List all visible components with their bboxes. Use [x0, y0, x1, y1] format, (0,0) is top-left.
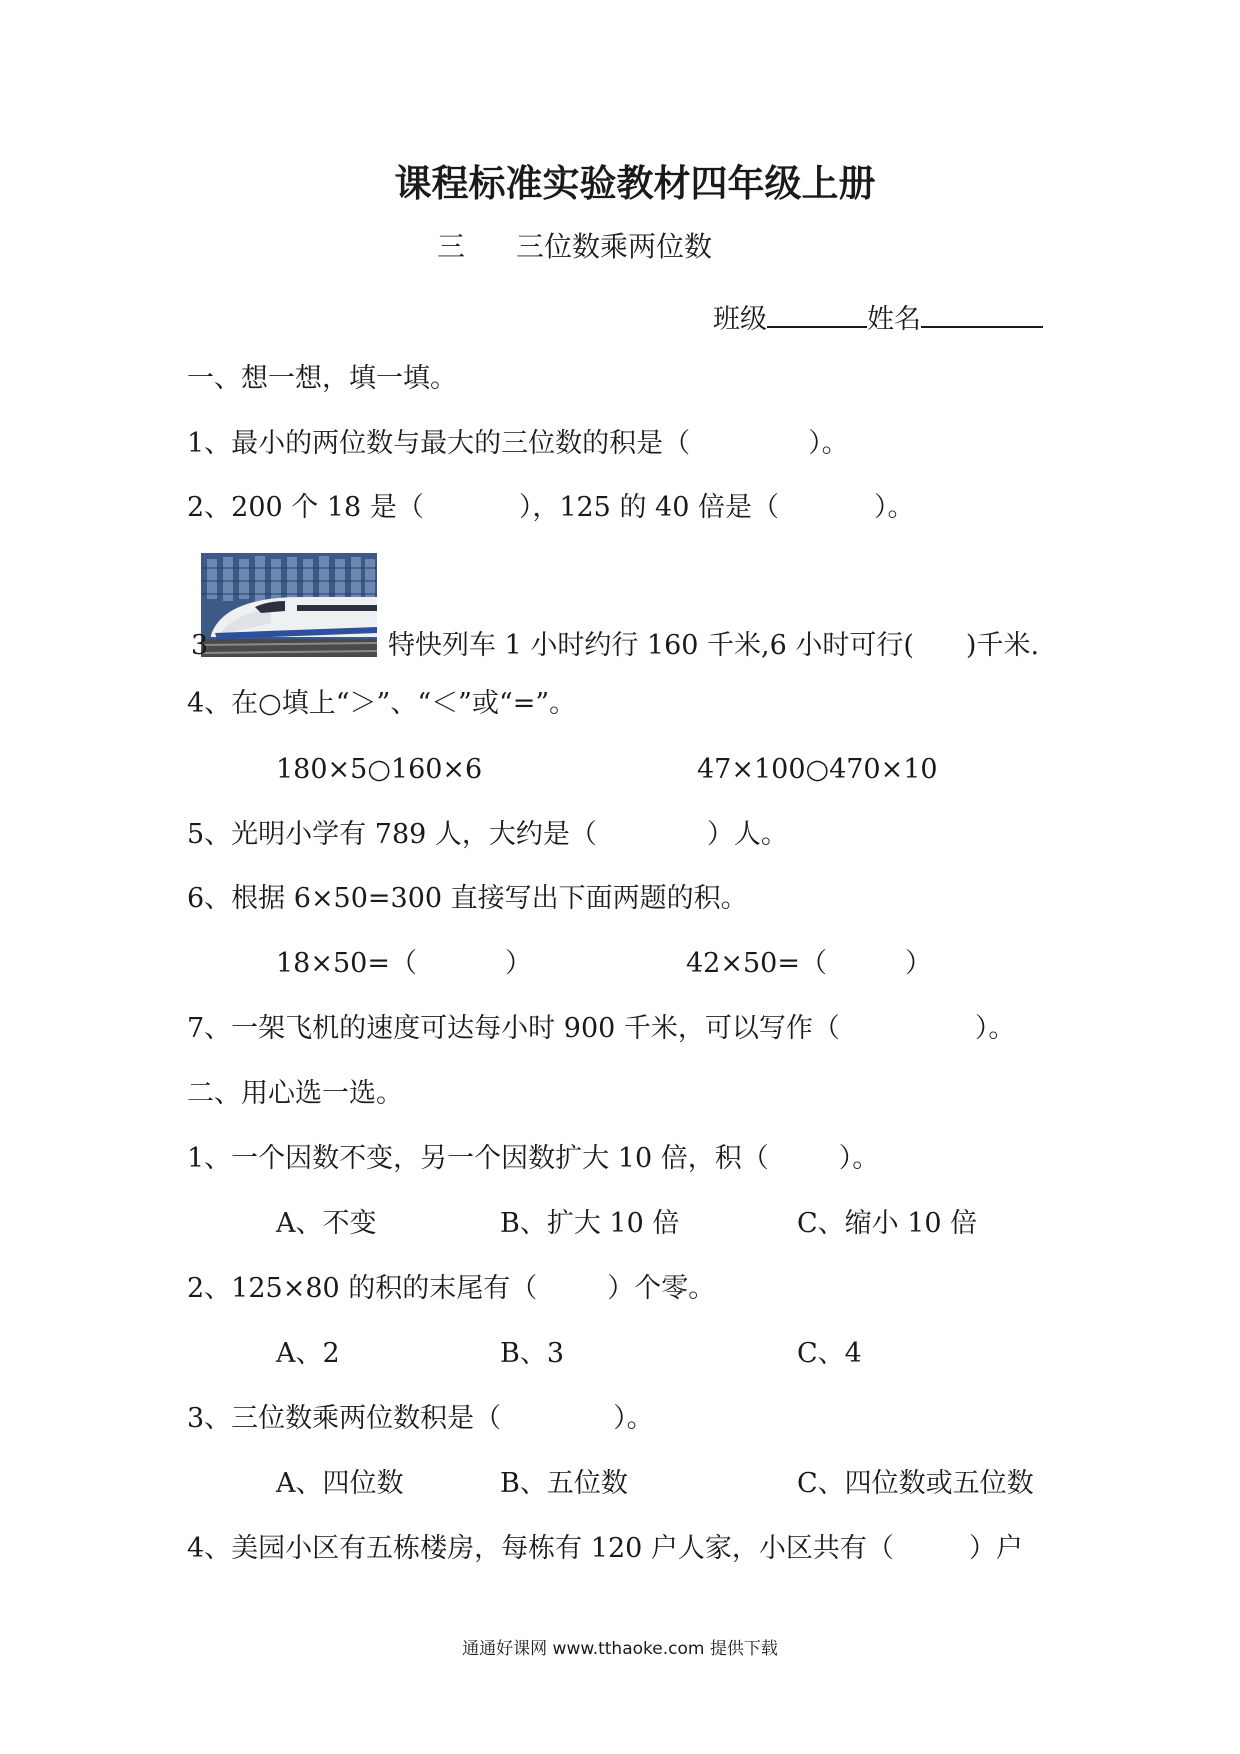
unit-number: 三: [437, 230, 466, 263]
class-label: 班级: [713, 304, 767, 335]
option-a[interactable]: A、四位数: [276, 1468, 404, 1499]
s1-q6-item-1: 18×50=（ ）: [276, 948, 532, 979]
section1-heading: 一、想一想，填一填。: [187, 363, 457, 394]
option-c[interactable]: C、四位数或五位数: [797, 1468, 1034, 1499]
s1-q6-prompt: 6、根据 6×50=300 直接写出下面两题的积。: [187, 883, 748, 914]
train-illustration-icon: [201, 553, 377, 657]
class-field[interactable]: [767, 300, 867, 328]
s1-q6-item-2: 42×50=（ ）: [686, 948, 932, 979]
s1-q3-number: 3: [191, 630, 209, 661]
s1-q7: 7、一架飞机的速度可达每小时 900 千米，可以写作（ ）。: [187, 1013, 1016, 1044]
option-b[interactable]: B、扩大 10 倍: [500, 1208, 680, 1239]
option-c[interactable]: C、缩小 10 倍: [797, 1208, 978, 1239]
name-label: 姓名: [867, 304, 921, 335]
s1-q2: 2、200 个 18 是（ ），125 的 40 倍是（ ）。: [187, 492, 915, 523]
s1-q5: 5、光明小学有 789 人，大约是（ ）人。: [187, 819, 788, 850]
option-a[interactable]: A、2: [276, 1338, 340, 1369]
unit-name: 三位数乘两位数: [516, 230, 713, 263]
option-b[interactable]: B、五位数: [500, 1468, 628, 1499]
compare-item-1[interactable]: 180×5○160×6: [276, 754, 483, 785]
page-title: 课程标准实验教材四年级上册: [394, 162, 876, 205]
name-field[interactable]: [921, 300, 1043, 328]
compare-item-2[interactable]: 47×100○470×10: [697, 754, 938, 785]
option-c[interactable]: C、4: [797, 1338, 862, 1369]
s2-q4: 4、美园小区有五栋楼房，每栋有 120 户人家，小区共有（ ）户: [187, 1533, 1023, 1564]
footer-credit: 通通好课网 www.tthaoke.com 提供下载: [462, 1639, 778, 1659]
student-info: [713, 300, 1043, 333]
train-photo: [201, 553, 377, 657]
section2-heading: 二、用心选一选。: [187, 1078, 403, 1109]
s2-q2: 2、125×80 的积的末尾有（ ）个零。: [187, 1273, 716, 1304]
option-a[interactable]: A、不变: [276, 1208, 377, 1239]
s1-q4-prompt: 4、在○填上“＞”、“＜”或“=”。: [187, 688, 577, 719]
s1-q1: 1、最小的两位数与最大的三位数的积是（ ）。: [187, 428, 849, 459]
option-b[interactable]: B、3: [500, 1338, 565, 1369]
s1-q3: 特快列车 1 小时约行 160 千米,6 小时可行( )千米.: [388, 630, 1040, 661]
s2-q1: 1、一个因数不变，另一个因数扩大 10 倍，积（ ）。: [187, 1143, 880, 1174]
s2-q3: 3、三位数乘两位数积是（ ）。: [187, 1403, 654, 1434]
